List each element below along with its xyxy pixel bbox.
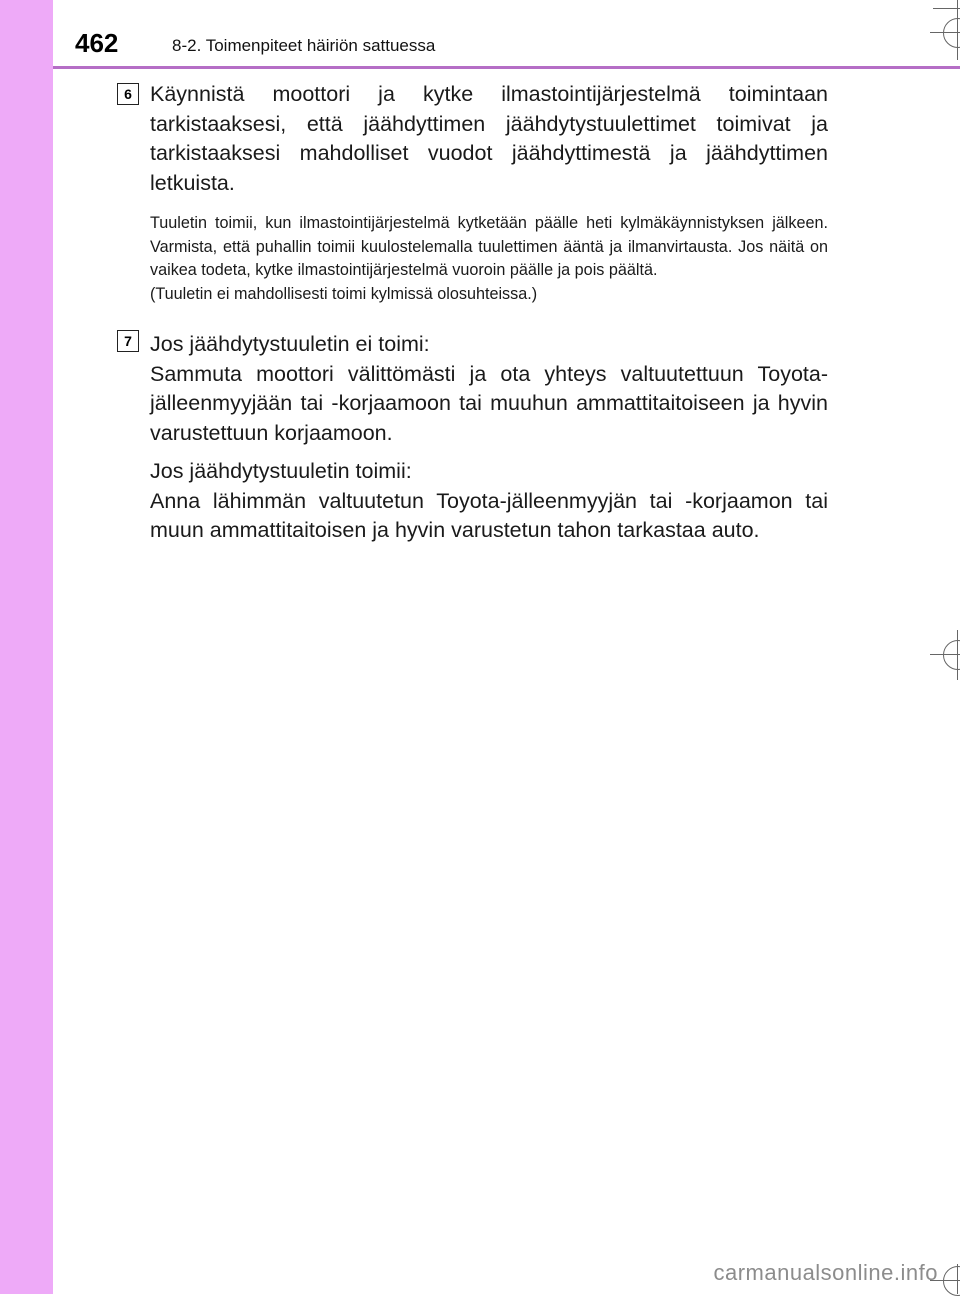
step-7-action-fan-not-working: Sammuta moottori välittömästi ja ota yhteys valtuutettuun Toyota-jälleenmyyjään tai -korjaamoon tai muuhun ammattitaitoiseen ja hyvin varustettuun korjaamoon. [150, 361, 828, 445]
side-color-strip [0, 0, 53, 1294]
header-divider [53, 66, 960, 69]
step-7-action-fan-working: Anna lähimmän valtuutetun Toyota-jälleenmyyjän tai -korjaamon tai muun ammattitaitoisen ja hyvin varustetun tahon tarkastaa auto. [150, 488, 828, 542]
page-header [0, 0, 960, 70]
page-number: 462 [75, 28, 119, 58]
step-6-note-parenthetical: (Tuuletin ei mahdollisesti toimi kylmissä olosuhteissa.) [150, 284, 538, 303]
footer-watermark: carmanualsonline.info [713, 1260, 938, 1285]
crop-mark-top-right [930, 0, 960, 60]
step-badge-6: 6 [117, 83, 139, 105]
step-6 [150, 80, 828, 306]
step-7-condition-fan-working: Jos jäähdytystuuletin toimii: [150, 459, 412, 483]
step-6-note [150, 212, 828, 306]
step-7 [150, 330, 828, 546]
step-6-note-paragraph: Tuuletin toimii, kun ilmastointijärjestelmä kytketään päälle heti kylmäkäynnistyksen jälkeen. Varmista, että puhallin toimii kuulostelemalla tuulettimen ääntä ja ilmanvirtausta. Jos näitä on vaikea todeta, kytke ilmastointijärjestelmä vuoroin päälle ja pois päältä. [150, 214, 828, 279]
crop-mark-middle-right [930, 630, 960, 680]
step-7-condition-fan-not-working: Jos jäähdytystuuletin ei toimi: [150, 332, 430, 356]
step-badge-7: 7 [117, 330, 139, 352]
section-title: 8-2. Toimenpiteet häiriön sattuessa [172, 36, 436, 55]
step-6-main-text: Käynnistä moottori ja kytke ilmastointijärjestelmä toimintaan tarkistaaksesi, että jäähdyttimen jäähdytystuulettimet toimivat ja tarkistaaksesi mahdolliset vuodot jäähdyttimestä ja jäähdyttimen letkuista. [150, 82, 828, 195]
